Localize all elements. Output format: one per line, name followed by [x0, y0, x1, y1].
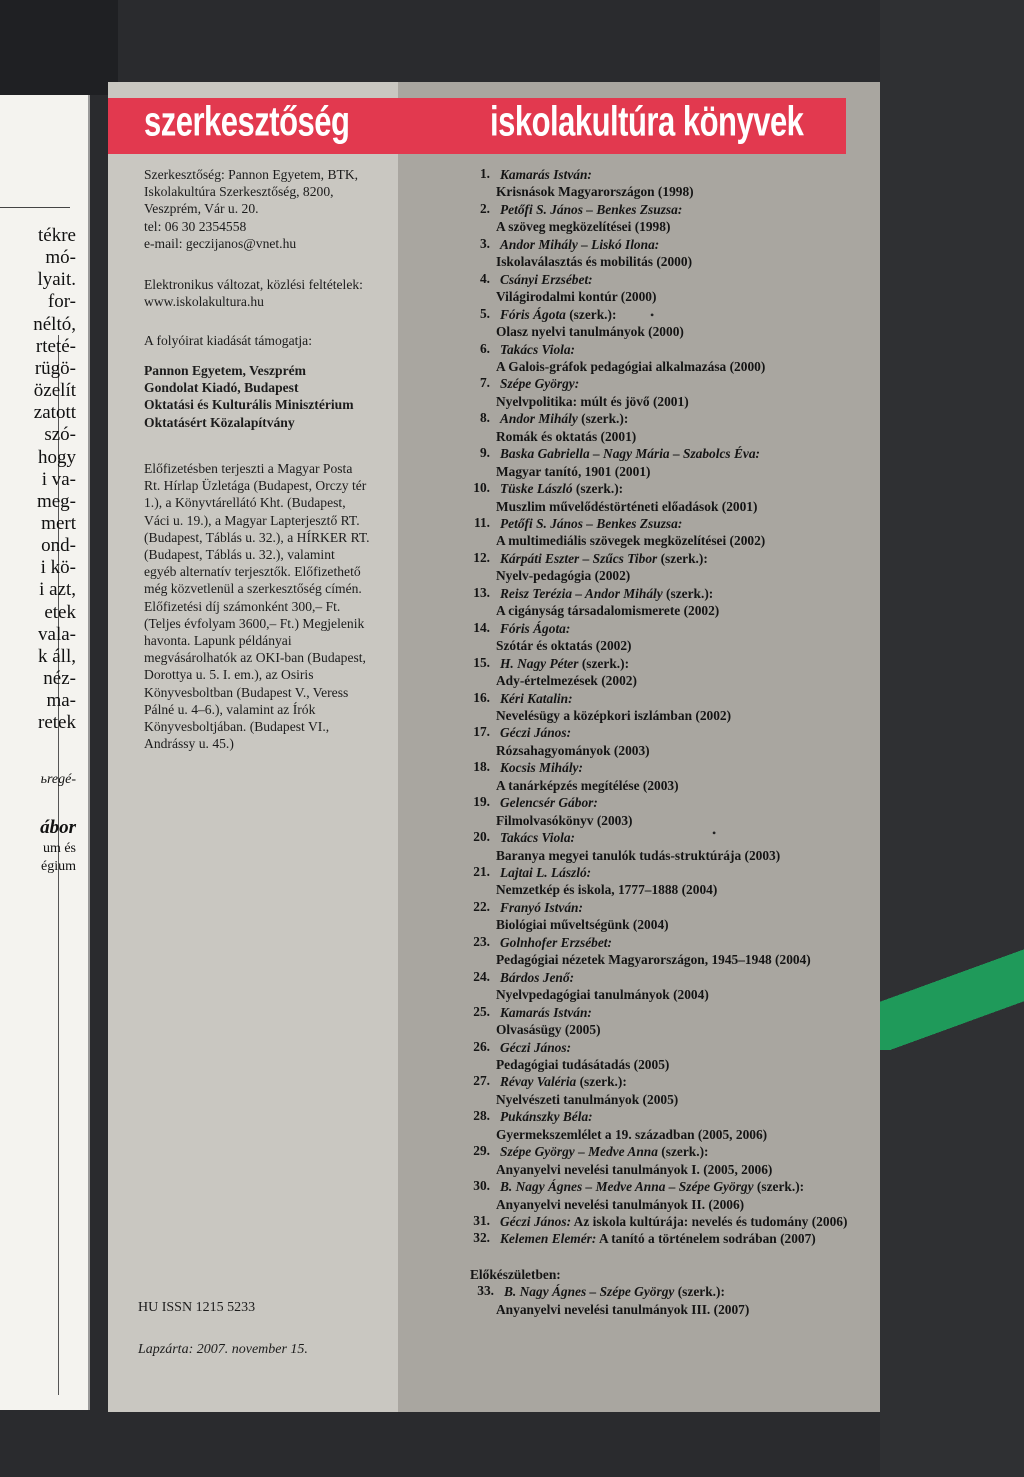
previous-page-text-fragment: for-: [47, 291, 76, 312]
book-author: Andor Mihály: [500, 411, 578, 427]
supporter: Pannon Egyetem, Veszprém: [144, 363, 306, 378]
previous-page-text-fragment: ábor: [40, 817, 76, 838]
book-title: Krisnások Magyarországon (1998): [496, 184, 694, 200]
subscription-line: még közvetlenül a szerkesztőség címén.: [144, 581, 362, 597]
supporters-list: [144, 362, 398, 431]
book-entry-line: [500, 1213, 847, 1230]
book-number: 13.: [473, 584, 490, 600]
subscription-line: Dorottya u. 5. I. em.), az Osiris: [144, 667, 314, 683]
book-title: Ady-értelmezések (2002): [496, 673, 637, 689]
book-number: 14.: [473, 619, 490, 635]
book-author-line: [500, 585, 713, 602]
book-author: Lajtai L. László:: [500, 865, 592, 880]
supporter: Gondolat Kiadó, Budapest: [144, 380, 299, 396]
book-author: Takács Viola:: [500, 341, 576, 357]
book-number: 7.: [479, 375, 490, 391]
book-author: Kárpáti Eszter – Szűcs Tibor: [500, 550, 658, 566]
previous-page-text-fragment: mert: [41, 513, 76, 534]
previous-page-text-fragment: szó-: [44, 424, 76, 445]
book-author-line: [500, 1108, 593, 1125]
book-author-line: [500, 1004, 592, 1021]
book-title: Baranya megyei tanulók tudás-struktúrája (2003): [496, 847, 781, 863]
book-title: Nyelvpolitika: múlt és jövő (2001): [496, 393, 689, 409]
book-author-line: [500, 934, 612, 951]
book-author: Petőfi S. János – Benkes Zsuzsa:: [500, 516, 683, 531]
book-title: Biológiai műveltségünk (2004): [496, 917, 669, 933]
book-number: 23.: [473, 933, 490, 949]
book-number: 30.: [473, 1178, 490, 1194]
book-author: Bárdos Jenő:: [500, 969, 575, 985]
book-author: Andor Mihály – Liskó Ilona:: [500, 236, 660, 252]
book-author-line: [500, 759, 583, 776]
back-cover-page: [108, 82, 880, 1412]
subscription-line: megvásárolhatók az OKI-ban (Budapest,: [144, 650, 366, 666]
book-number: 10.: [473, 480, 490, 496]
book-number: 26.: [473, 1038, 490, 1054]
book-number: 15.: [473, 654, 490, 670]
book-author: Révay Valéria: [500, 1074, 577, 1090]
previous-page-text-fragment: etek: [44, 602, 76, 623]
book-author-line: [500, 341, 575, 358]
book-title: Filmolvasókönyv (2003): [496, 812, 633, 828]
book-author-line: [500, 969, 574, 986]
book-title: Szótár és oktatás (2002): [496, 638, 632, 654]
previous-page-text-fragment: retek: [38, 712, 76, 733]
book-title: Romák és oktatás (2001): [496, 428, 637, 444]
book-number: 27.: [473, 1073, 490, 1089]
subscription-line: (Budapest, Táblás u. 32.), a HÍRKER RT.: [144, 529, 370, 545]
book-author-line: [500, 236, 659, 253]
supporter: Oktatási és Kulturális Minisztérium: [144, 397, 354, 413]
subscription-line: Könyvesboltban (Budapest V., Veress: [144, 684, 349, 700]
book-title: A Galois-gráfok pedagógiai alkalmazása (2000): [496, 358, 766, 374]
book-author-line: [500, 375, 579, 392]
book-author: H. Nagy Péter: [500, 655, 579, 671]
book-title: Nyelvpedagógiai tanulmányok (2004): [496, 987, 709, 1003]
previous-page-text-fragment: i va-: [41, 469, 76, 490]
book-title: Pedagógiai tudásátadás (2005): [496, 1056, 670, 1072]
previous-page-text-fragment: lyait.: [37, 269, 76, 290]
book-title: Nemzetkép és iskola, 1777–1888 (2004): [496, 882, 718, 898]
book-author: Tüske László: [500, 481, 573, 497]
book-author-line: [500, 1073, 627, 1090]
scan-speck: •: [650, 308, 655, 322]
book-number: 28.: [473, 1108, 490, 1124]
deadline-date: Lapzárta: 2007. november 15.: [138, 1342, 308, 1357]
book-author: Csányi Erzsébet:: [500, 271, 593, 287]
book-editor-suffix: (szerk.):: [578, 655, 630, 671]
book-number: 29.: [473, 1143, 490, 1159]
book-author: Petőfi S. János – Benkes Zsuzsa:: [500, 201, 683, 217]
forthcoming-label: Előkészületben:: [470, 1266, 561, 1282]
book-title: Rózsahagyományok (2003): [496, 742, 650, 758]
book-author: Baska Gabriella – Nagy Mária – Szabolcs Éva:: [500, 446, 761, 462]
editorial-address: [144, 166, 398, 252]
book-number: 22.: [473, 898, 490, 914]
book-author-line: [500, 864, 591, 881]
book-title: Pedagógiai nézetek Magyarországon, 1945–1948 (2004): [496, 952, 811, 968]
previous-page-text-fragment: vala-: [38, 624, 76, 645]
book-title: A szöveg megközelítései (1998): [496, 219, 671, 235]
electronic-version-info: [144, 276, 398, 310]
previous-page-text-fragment: meg-: [36, 491, 76, 512]
book-author-line: [500, 724, 571, 741]
book-title: Olasz nyelvi tanulmányok (2000): [496, 324, 684, 340]
book-author-line: [500, 480, 623, 497]
book-title: Az iskola kultúrája: nevelés és tudomány (2006): [573, 1214, 848, 1229]
previous-page-text-fragment: tékre: [38, 225, 76, 246]
book-author-line: [500, 166, 592, 183]
book-number: 16.: [473, 689, 490, 705]
book-number: 11.: [474, 515, 490, 530]
subscription-line: havonta. Lapunk példányai: [144, 633, 292, 649]
book-author: Fóris Ágota:: [500, 620, 571, 636]
book-author-line: [500, 1178, 804, 1195]
book-author: Kelemen Elemér:: [500, 1231, 597, 1247]
book-title: A cigányság társadalomismerete (2002): [496, 603, 720, 619]
electronic-version-label: Elektronikus változat, közlési feltételek:: [144, 277, 363, 292]
book-author-line: [500, 829, 575, 846]
address-line: Veszprém, Vár u. 20.: [144, 201, 259, 217]
book-number: 6.: [479, 340, 490, 356]
book-title: Olvasásügy (2005): [496, 1022, 601, 1038]
book-number: 25.: [473, 1003, 490, 1019]
previous-page-text-fragment: k áll,: [38, 646, 76, 667]
previous-page-text-fragment: hogy: [38, 447, 76, 468]
book-editor-suffix: (szerk.):: [576, 1074, 627, 1090]
book-number: 4.: [479, 270, 490, 286]
previous-page-text-fragment: rügö-: [34, 358, 76, 379]
book-author-line: [500, 515, 682, 532]
book-author: Szépe György:: [500, 376, 580, 392]
previous-page-text-fragment: mó-: [45, 247, 76, 268]
website-url: www.iskolakultura.hu: [144, 294, 264, 310]
book-author: Pukánszky Béla:: [500, 1109, 593, 1125]
book-editor-suffix: (szerk.):: [753, 1179, 805, 1195]
subscription-line: Váci u. 19.), a Magyar Lapterjesztő RT.: [144, 512, 360, 528]
book-author: Takács Viola:: [500, 830, 576, 846]
previous-page-text-fragment: i kö-: [40, 557, 76, 578]
subscription-line: Rt. Hírlap Üzletága (Budapest, Orczy tér: [144, 478, 367, 494]
previous-page-text-fragment: i azt,: [39, 579, 76, 600]
book-author-line: [500, 445, 760, 462]
subscription-line: (Teljes évfolyam 3600,– Ft.) Megjelenik: [144, 615, 365, 631]
book-title: Gyermekszemlélet a 19. században (2005, 2006): [496, 1126, 768, 1142]
book-author: B. Nagy Ágnes – Szépe György: [504, 1284, 675, 1300]
book-author: Géczi János:: [500, 725, 572, 741]
subscription-line: (Budapest, Táblás u. 32.), valamint: [144, 547, 335, 563]
subscription-info: [144, 460, 398, 752]
address-line: Szerkesztőség: Pannon Egyetem, BTK,: [144, 167, 359, 182]
book-author-line: [500, 410, 628, 427]
subscription-line: Könyvesboltjában. (Budapest VI.,: [144, 719, 330, 735]
previous-page-text-fragment: rteté-: [35, 336, 76, 357]
book-editor-suffix: (szerk.):: [662, 585, 714, 601]
book-title: Anyanyelvi nevelési tanulmányok I. (2005, 2006): [496, 1161, 773, 1177]
book-entry-line: [500, 1230, 816, 1247]
dark-background-left: [0, 0, 118, 95]
subscription-line: Előfizetésben terjeszti a Magyar Posta: [144, 461, 353, 476]
book-title: Iskolaválasztás és mobilitás (2000): [496, 254, 693, 270]
book-editor-suffix: (szerk.):: [565, 306, 617, 322]
book-author: Gelencsér Gábor:: [500, 795, 598, 811]
book-number: 12.: [473, 549, 490, 565]
book-author-line: [500, 794, 598, 811]
previous-page-text-fragment: zatott: [33, 402, 76, 423]
book-editor-suffix: (szerk.):: [657, 1144, 709, 1160]
dark-background-right: [880, 0, 1024, 1477]
book-author: Kamarás István:: [500, 167, 592, 182]
book-number: 20.: [473, 829, 490, 845]
book-number: 17.: [473, 724, 490, 740]
book-title: A tanító a történelem sodrában (2007): [598, 1231, 816, 1247]
book-number: 9.: [479, 445, 490, 461]
previous-page-text-fragment: ond-: [41, 535, 76, 556]
issn: HU ISSN 1215 5233: [138, 1300, 256, 1315]
book-title: A multimediális szövegek megközelítései (2002): [496, 533, 766, 549]
book-number: 1.: [479, 166, 490, 181]
book-title: Magyar tanító, 1901 (2001): [496, 463, 651, 479]
book-number: 3.: [479, 235, 490, 251]
book-editor-suffix: (szerk.):: [657, 550, 708, 566]
book-number: 33.: [477, 1283, 494, 1299]
support-label: A folyóirat kiadását támogatja:: [144, 333, 312, 348]
book-author: Géczi János:: [500, 1214, 572, 1229]
book-author-line: [500, 655, 629, 672]
book-title: Nevelésügy a középkori iszlámban (2002): [496, 707, 732, 723]
book-editor-suffix: (szerk.):: [577, 411, 629, 427]
book-author-line: [500, 690, 573, 707]
book-title: Nyelv-pedagógia (2002): [496, 568, 631, 584]
subscription-line: egyéb alternatív terjesztők. Előfizethető: [144, 564, 361, 580]
books-series-title: iskolakultúra könyvek: [490, 97, 804, 145]
previous-page-text-fragment: néltó,: [33, 314, 76, 335]
book-author: Géczi János:: [500, 1039, 572, 1055]
book-title: Világirodalmi kontúr (2000): [496, 289, 657, 305]
book-author-line: [500, 620, 570, 637]
book-author: B. Nagy Ágnes – Medve Anna – Szépe György: [500, 1179, 754, 1195]
book-author-line: [500, 271, 593, 288]
book-author: Szépe György – Medve Anna: [500, 1144, 658, 1160]
subscription-line: 1.), a Könyvtárellátó Kht. (Budapest,: [144, 495, 346, 511]
editorial-title: szerkesztőség: [144, 97, 350, 145]
book-editor-suffix: (szerk.):: [674, 1284, 725, 1300]
book-number: 2.: [479, 200, 490, 216]
book-author-line: [504, 1283, 725, 1300]
previous-page-text-fragment: égium: [41, 859, 76, 874]
book-author: Kéri Katalin:: [500, 690, 573, 706]
book-number: 8.: [479, 410, 490, 426]
scan-speck: •: [712, 826, 717, 840]
book-author: Reisz Terézia – Andor Mihály: [500, 585, 663, 601]
book-author-line: [500, 201, 682, 218]
subscription-line: Andrássy u. 45.): [144, 736, 234, 752]
book-author: Kamarás István:: [500, 1004, 592, 1020]
book-title: Muszlim művelődéstörténeti előadások (2001): [496, 498, 758, 514]
book-number: 18.: [473, 759, 490, 775]
book-author-line: [500, 550, 708, 567]
book-number: 21.: [473, 864, 490, 879]
book-author-line: [500, 899, 583, 916]
book-number: 31.: [473, 1213, 490, 1228]
book-title: Anyanyelvi nevelési tanulmányok II. (2006): [496, 1196, 745, 1212]
book-number: 19.: [473, 794, 490, 810]
book-title: Nyelvészeti tanulmányok (2005): [496, 1091, 679, 1107]
subscription-line: Előfizetési díj számonként 300,– Ft.: [144, 598, 341, 614]
phone-number: tel: 06 30 2354558: [144, 218, 247, 234]
book-title: A tanárképzés megítélése (2003): [496, 777, 679, 793]
book-editor-suffix: (szerk.):: [572, 481, 624, 497]
previous-page-text-fragment: özelít: [33, 380, 76, 401]
address-line: Iskolakultúra Szerkesztőség, 8200,: [144, 184, 334, 200]
previous-page-text-fragment: ьregé-: [40, 772, 76, 787]
email-address: e-mail: geczijanos@vnet.hu: [144, 235, 297, 251]
previous-page-fragment: [0, 95, 90, 1410]
book-title: Anyanyelvi nevelési tanulmányok III. (2007): [496, 1301, 750, 1317]
green-stripe-decoration: [880, 940, 1024, 1050]
book-author: Golnhofer Erzsébet:: [500, 934, 612, 950]
previous-page-text-fragment: ma-: [46, 690, 76, 711]
previous-page-text-fragment: néz-: [43, 668, 76, 689]
book-author: Fóris Ágota: [500, 306, 566, 322]
book-number: 5.: [479, 305, 490, 321]
book-author: Franyó István:: [500, 899, 583, 915]
book-author-line: [500, 1039, 571, 1056]
subscription-line: Pálné u. 4–6.), valamint az Írók: [144, 701, 316, 717]
book-number: 32.: [473, 1230, 490, 1246]
divider-line: [0, 207, 70, 208]
book-number: 24.: [473, 968, 490, 984]
previous-page-text-fragment: um és: [42, 841, 76, 856]
book-author-line: [500, 306, 616, 323]
book-author-line: [500, 1143, 709, 1160]
book-author: Kocsis Mihály:: [500, 760, 583, 776]
supporter: Oktatásért Közalapítvány: [144, 414, 295, 430]
